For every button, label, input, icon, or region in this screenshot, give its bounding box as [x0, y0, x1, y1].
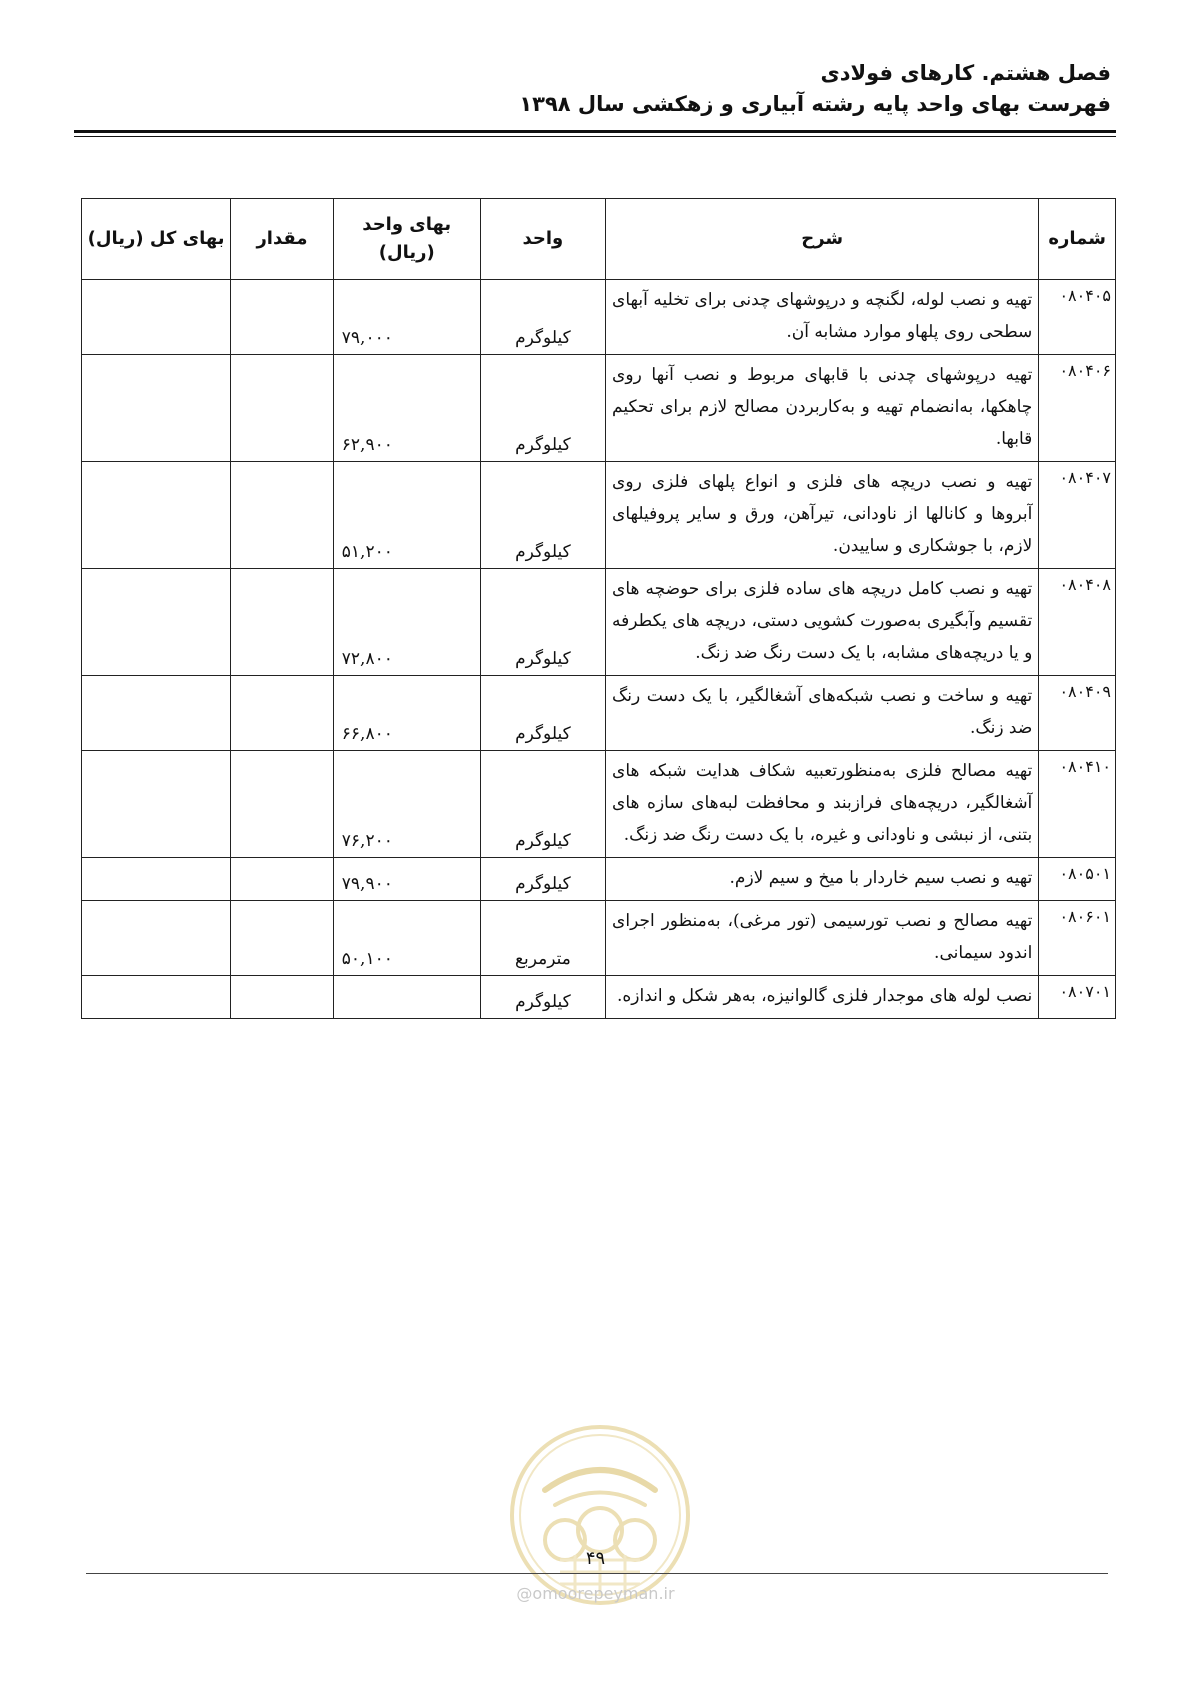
item-description: تهیه و نصب لوله، لگنچه و درپوشهای چدنی برای تخلیه آبهای سطحی روی پلهاو موارد مشابه آن.	[606, 280, 1039, 355]
item-total	[82, 676, 231, 751]
item-total	[82, 355, 231, 462]
header-rule-thick	[74, 130, 1116, 133]
item-code: ۰۸۰۵۰۱	[1039, 858, 1116, 901]
col-header-description: شرح	[606, 199, 1039, 280]
item-total	[82, 751, 231, 858]
item-description: تهیه مصالح و نصب تورسیمی (تور مرغی)، به‌منظور اجرای اندود سیمانی.	[606, 901, 1039, 976]
item-quantity	[231, 858, 334, 901]
item-total	[82, 462, 231, 569]
item-unit: کیلوگرم	[480, 462, 605, 569]
item-unit-price: ۷۹,۰۰۰	[333, 280, 480, 355]
item-unit: کیلوگرم	[480, 976, 605, 1019]
table-row	[82, 355, 1116, 462]
item-description: تهیه و نصب سیم خاردار با میخ و سیم لازم.	[606, 858, 1039, 901]
price-table	[81, 198, 1116, 1019]
col-header-total: بهای کل (ریال)	[82, 199, 231, 280]
item-code: ۰۸۰۴۰۸	[1039, 569, 1116, 676]
watermark-logo	[505, 1420, 695, 1610]
item-unit-price: ۵۰,۱۰۰	[333, 901, 480, 976]
table-row	[82, 901, 1116, 976]
item-total	[82, 280, 231, 355]
item-description: تهیه و نصب کامل دریچه های ساده فلزی برای حوضچه های تقسیم وآبگیری به‌صورت کشویی دستی، دریچه های یکطرفه و یا دریچه‌های مشابه، با یک دست رنگ ضد زنگ.	[606, 569, 1039, 676]
col-header-quantity: مقدار	[231, 199, 334, 280]
document-subtitle: فهرست بهای واحد پایه رشته آبیاری و زهکشی سال ۱۳۹۸	[519, 92, 1111, 116]
item-total	[82, 901, 231, 976]
item-quantity	[231, 976, 334, 1019]
item-code: ۰۸۰۶۰۱	[1039, 901, 1116, 976]
website-watermark: @omoorepeyman.ir	[516, 1584, 675, 1603]
item-description: تهیه درپوشهای چدنی با قابهای مربوط و نصب آنها روی چاهکها، به‌انضمام تهیه و به‌کاربردن مصالح لازم برای تحکیم قابها.	[606, 355, 1039, 462]
item-unit-price: ۷۲,۸۰۰	[333, 569, 480, 676]
item-unit-price: ۶۲,۹۰۰	[333, 355, 480, 462]
table-row	[82, 751, 1116, 858]
item-code: ۰۸۰۴۱۰	[1039, 751, 1116, 858]
item-unit: کیلوگرم	[480, 858, 605, 901]
page-number: ۴۹	[585, 1548, 606, 1569]
item-unit: مترمربع	[480, 901, 605, 976]
item-quantity	[231, 751, 334, 858]
item-quantity	[231, 462, 334, 569]
item-unit-price: ۷۹,۹۰۰	[333, 858, 480, 901]
table-row	[82, 280, 1116, 355]
item-quantity	[231, 901, 334, 976]
item-code: ۰۸۰۴۰۷	[1039, 462, 1116, 569]
item-unit-price: ۵۱,۲۰۰	[333, 462, 480, 569]
table-row	[82, 462, 1116, 569]
item-unit-price: ۶۶,۸۰۰	[333, 676, 480, 751]
item-quantity	[231, 355, 334, 462]
item-description: نصب لوله های موجدار فلزی گالوانیزه، به‌هر شکل و اندازه.	[606, 976, 1039, 1019]
col-header-unit-price	[333, 199, 480, 280]
item-unit: کیلوگرم	[480, 280, 605, 355]
header-rule-thin	[74, 136, 1116, 137]
col-header-code: شماره	[1039, 199, 1116, 280]
table-row	[82, 858, 1116, 901]
item-total	[82, 976, 231, 1019]
item-code: ۰۸۰۴۰۵	[1039, 280, 1116, 355]
unit-price-label: بهای واحد	[362, 214, 452, 235]
item-unit: کیلوگرم	[480, 676, 605, 751]
item-unit-price: ۷۶,۲۰۰	[333, 751, 480, 858]
item-description: تهیه و ساخت و نصب شبکه‌های آشغالگیر، با یک دست رنگ ضد زنگ.	[606, 676, 1039, 751]
footer-rule	[86, 1573, 1108, 1574]
table-row	[82, 976, 1116, 1019]
col-header-unit: واحد	[480, 199, 605, 280]
item-quantity	[231, 676, 334, 751]
item-total	[82, 858, 231, 901]
item-description: تهیه مصالح فلزی به‌منظورتعبیه شکاف هدایت شبکه های آشغالگیر، دریچه‌های فرازبند و محافظت لبه‌های سازه های بتنی، از نبشی و ناودانی و غیره، با یک دست رنگ ضد زنگ.	[606, 751, 1039, 858]
table-row	[82, 569, 1116, 676]
item-unit: کیلوگرم	[480, 569, 605, 676]
table-header-row	[82, 199, 1116, 280]
item-quantity	[231, 280, 334, 355]
item-quantity	[231, 569, 334, 676]
table-row	[82, 676, 1116, 751]
unit-price-currency: (ریال)	[378, 242, 435, 263]
chapter-title: فصل هشتم. کارهای فولادی	[820, 61, 1111, 85]
item-unit: کیلوگرم	[480, 751, 605, 858]
item-code: ۰۸۰۷۰۱	[1039, 976, 1116, 1019]
item-description: تهیه و نصب دریچه های فلزی و انواع پلهای فلزی روی آبروها و کانالها از ناودانی، تیرآهن، ورق و سایر پروفیلهای لازم، با جوشکاری و ساییدن.	[606, 462, 1039, 569]
item-code: ۰۸۰۴۰۹	[1039, 676, 1116, 751]
page-header	[71, 58, 1111, 120]
item-unit: کیلوگرم	[480, 355, 605, 462]
item-code: ۰۸۰۴۰۶	[1039, 355, 1116, 462]
item-unit-price	[333, 976, 480, 1019]
item-total	[82, 569, 231, 676]
